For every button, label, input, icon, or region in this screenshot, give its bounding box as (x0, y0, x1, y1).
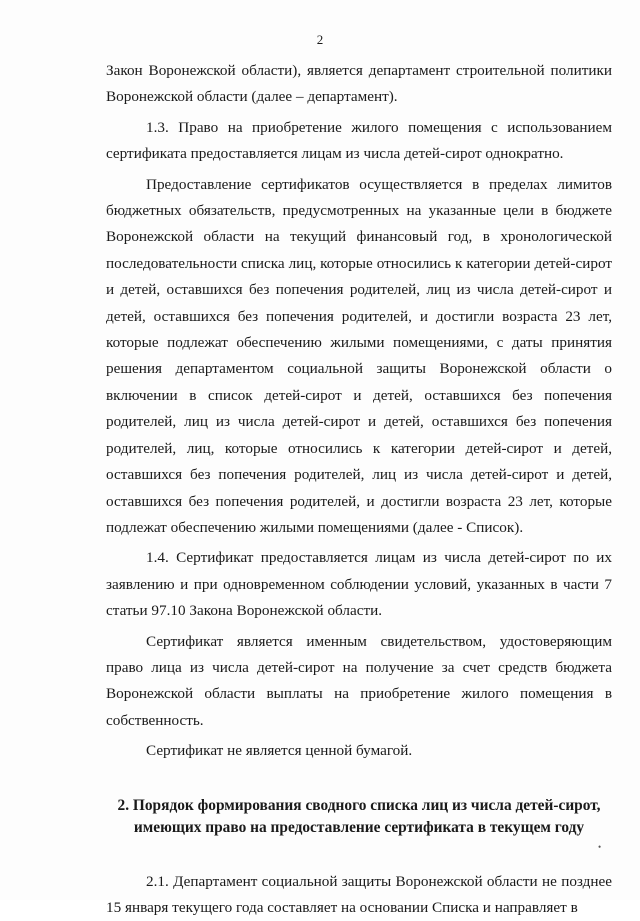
paragraph-certificate-provision: Предоставление сертификатов осуществляется в пределах лимитов бюджетных обязательств, предусмотренных на указанные цели в бюджете Воронежской области на текущий финансовый год, в хронологической последовательности списка лиц, которые относились к категории детей-сирот и детей, оставшихся без попечения родителей, лиц из числа детей-сирот и детей, оставшихся без попечения родителей, и достигли возраста 23 лет, которые подлежат обеспечению жилыми помещениями, с даты принятия решения департаментом социальной защиты Воронежской области о включении в список детей-сирот и детей, оставшихся без попечения родителей, лиц из числа детей-сирот и детей, оставшихся без попечения родителей, лиц, которые относились к категории детей-сирот и детей, оставшихся без попечения родителей, лиц из числа детей-сирот и детей, оставшихся без попечения родителей, и достигли возраста 23 лет, которые подлежат обеспечению жилыми помещениями (далее - Список). (106, 175, 612, 536)
paragraph-certificate-definition: Сертификат является именным свидетельством, удостоверяющим право лица из числа детей-сирот на получение за счет средств бюджета Воронежской области выплаты на приобретение жилого помещения в собственность. (106, 632, 612, 729)
section-2-heading: 2. Порядок формирования сводного списка лиц из числа детей-сирот, имеющих право на предоставление сертификата в текущем году (117, 796, 601, 836)
page-number: 2 (316, 32, 324, 47)
paragraph-continuation: Закон Воронежской области), является департамент строительной политики Воронежской области (далее – департамент). (106, 62, 612, 106)
paragraph-2-1: 2.1. Департамент социальной защиты Воронежской области не позднее 15 января текущего года составляет на основании Списка и направляет в (106, 872, 612, 916)
paragraph-1-4: 1.4. Сертификат предоставляется лицам из числа детей-сирот по их заявлению и при одновременном соблюдении условий, указанных в части 7 статьи 97.10 Закона Воронежской области. (106, 549, 612, 620)
paragraph-1-3: 1.3. Право на приобретение жилого помещения с использованием сертификата предоставляется лицам из числа детей-сирот однократно. (106, 118, 612, 163)
scan-mark: • (598, 842, 602, 852)
document-body (106, 58, 612, 921)
paragraph-not-security: Сертификат не является ценной бумагой. (146, 742, 413, 760)
